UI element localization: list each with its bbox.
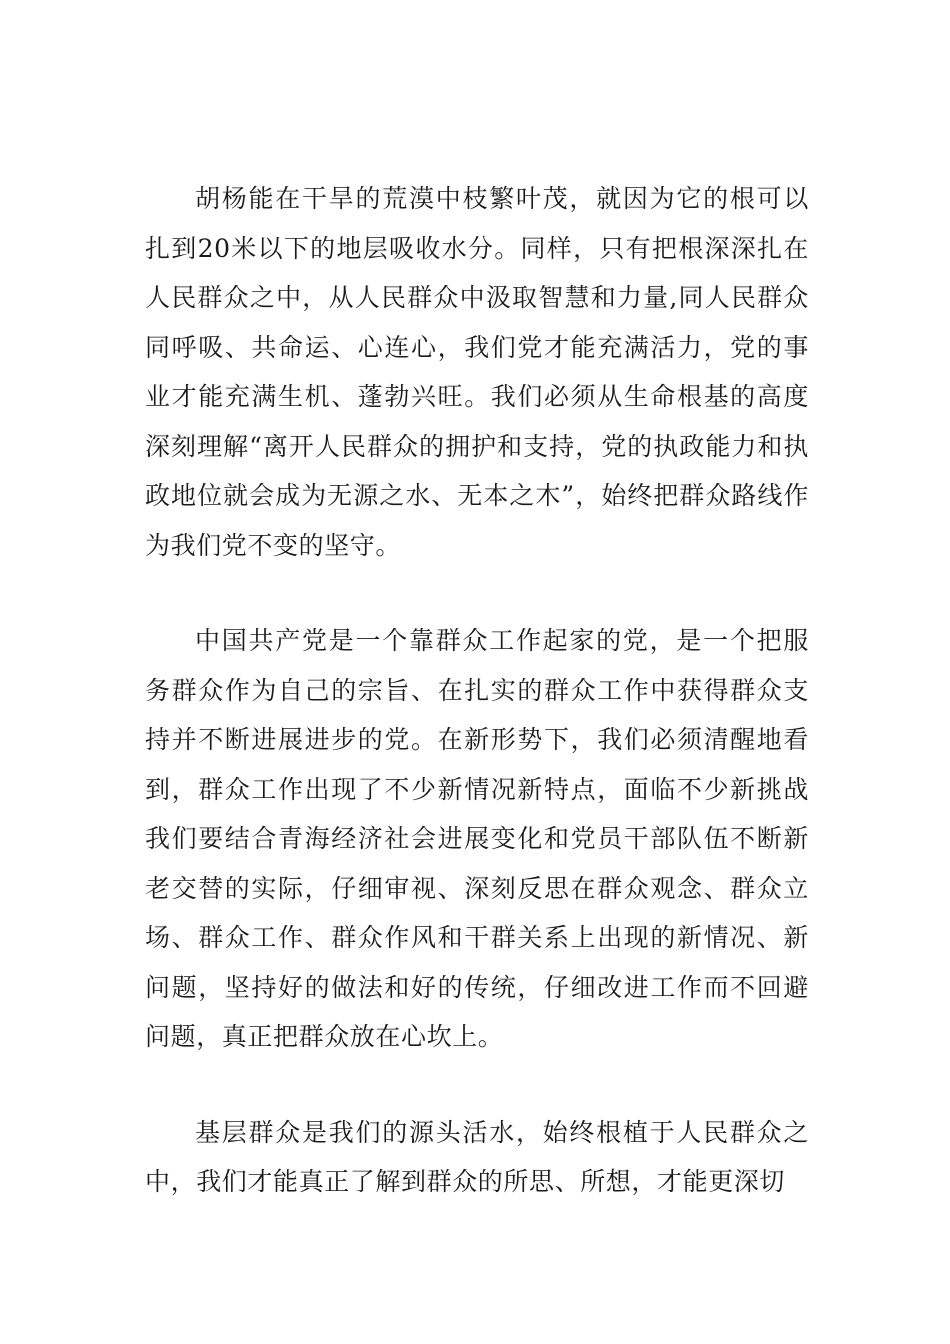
- paragraph-3: 基层群众是我们的源头活水，始终根植于人民群众之中，我们才能真正了解到群众的所思、所想，才能更深切: [145, 1117, 809, 1196]
- document-page: [145, 174, 809, 1207]
- paragraph-1: 胡杨能在干旱的荒漠中枝繁叶茂，就因为它的根可以扎到20米以下的地层吸收水分。同样，只有把根深深扎在人民群众之中，从人民群众中汲取智慧和力量,同人民群众同呼吸、共命运、心连心，我们党才能充满活力，党的事业才能充满生机、蓬勃兴旺。我们必须从生命根基的高度深刻理解“离开人民群众的拥护和支持，党的执政能力和执政地位就会成为无源之水、无本之木”，始终把群众路线作为我们党不变的坚守。: [145, 184, 809, 560]
- paragraph-2: 中国共产党是一个靠群众工作起家的党，是一个把服务群众作为自己的宗旨、在扎实的群众工作中获得群众支持并不断进展进步的党。在新形势下，我们必须清醒地看到，群众工作出现了不少新情况新特点，面临不少新挑战我们要结合青海经济社会进展变化和党员干部队伍不断新老交替的实际，仔细审视、深刻反思在群众观念、群众立场、群众工作、群众作风和干群关系上出现的新情况、新问题，坚持好的做法和好的传统，仔细改进工作而不回避问题，真正把群众放在心坎上。: [145, 626, 809, 1051]
